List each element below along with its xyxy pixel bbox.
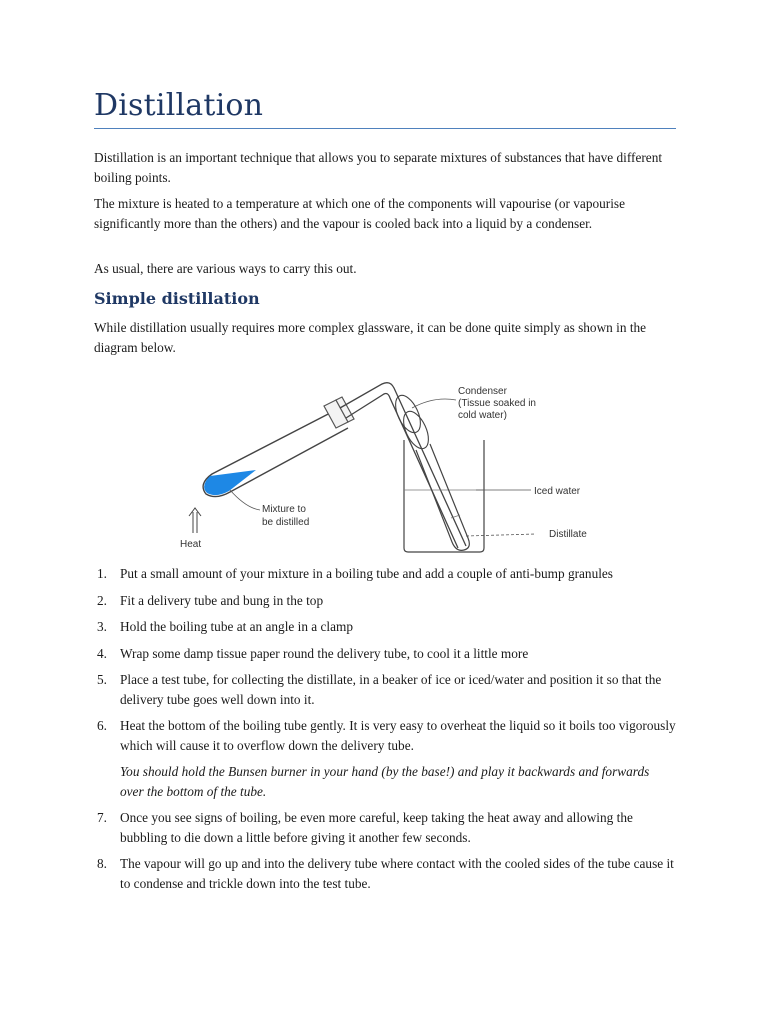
condenser-label-line2: (Tissue soaked in bbox=[458, 398, 536, 409]
list-item: 8. The vapour will go up and into the delivery tube where contact with the cooled sides of the tube cause it to condense and trickle down into the test tube. bbox=[97, 856, 674, 891]
intro-paragraph-3: As usual, there are various ways to carry this out. bbox=[94, 261, 357, 276]
intro-paragraph-1: Distillation is an important technique that allows you to separate mixtures of substances that have different boiling points. bbox=[94, 150, 663, 185]
intro-paragraph-2: The mixture is heated to a temperature at which one of the components will vapourise (or vapourise significantly more than the others) and the vapour is cooled back into a liquid by a condenser. bbox=[94, 196, 625, 231]
title-divider bbox=[94, 128, 676, 129]
iced-water-label: Iced water bbox=[534, 486, 581, 497]
list-item: 5. Place a test tube, for collecting the distillate, in a beaker of ice or iced/water and position it so that the delivery tube goes well down into it. bbox=[97, 672, 662, 707]
safety-note: You should hold the Bunsen burner in your hand (by the base!) and play it backwards and forwards over the bottom of the tube. bbox=[120, 764, 650, 799]
instruction-list bbox=[94, 564, 676, 900]
condenser-label: Condenser bbox=[458, 386, 507, 397]
list-item: 6. Heat the bottom of the boiling tube gently. It is very easy to overheat the liquid so it boils too vigorously which will cause it to overflow down the delivery tube. You should hold the Bunsen burner in your hand (by the base!) and play it backwards and forwards over the bottom of the tube. bbox=[94, 716, 676, 801]
list-item: 4. Wrap some damp tissue paper round the delivery tube, to cool it a little more bbox=[97, 645, 529, 661]
condenser-label-line3: cold water) bbox=[458, 410, 507, 421]
distillation-diagram bbox=[176, 378, 596, 554]
delivery-tube bbox=[340, 383, 466, 548]
page-title: Distillation bbox=[94, 88, 264, 123]
distillate-leader bbox=[466, 534, 536, 536]
section-heading: Simple distillation bbox=[94, 289, 260, 308]
heat-label: Heat bbox=[180, 539, 202, 550]
list-item: 3. Hold the boiling tube at an angle in a clamp bbox=[97, 619, 354, 634]
distillate-label: Distillate bbox=[549, 529, 587, 540]
list-item: 7. Once you see signs of boiling, be even more careful, keep taking the heat away and allowing the bubbling to die down a little before giving it another few seconds. bbox=[97, 810, 633, 845]
condenser-tissue bbox=[390, 392, 433, 453]
bung bbox=[324, 397, 354, 428]
list-item: 1. Put a small amount of your mixture in a boiling tube and add a couple of anti-bump granules bbox=[97, 566, 613, 581]
list-item: 2. Fit a delivery tube and bung in the top bbox=[97, 592, 324, 608]
condenser-leader bbox=[412, 399, 456, 408]
section-lead: While distillation usually requires more complex glassware, it can be done quite simply as shown in the diagram below. bbox=[94, 320, 647, 355]
mixture-label-line2: be distilled bbox=[262, 517, 310, 528]
mixture-label: Mixture to bbox=[262, 504, 306, 515]
heat-arrow-icon bbox=[189, 508, 201, 533]
mixture-leader bbox=[230, 490, 260, 510]
